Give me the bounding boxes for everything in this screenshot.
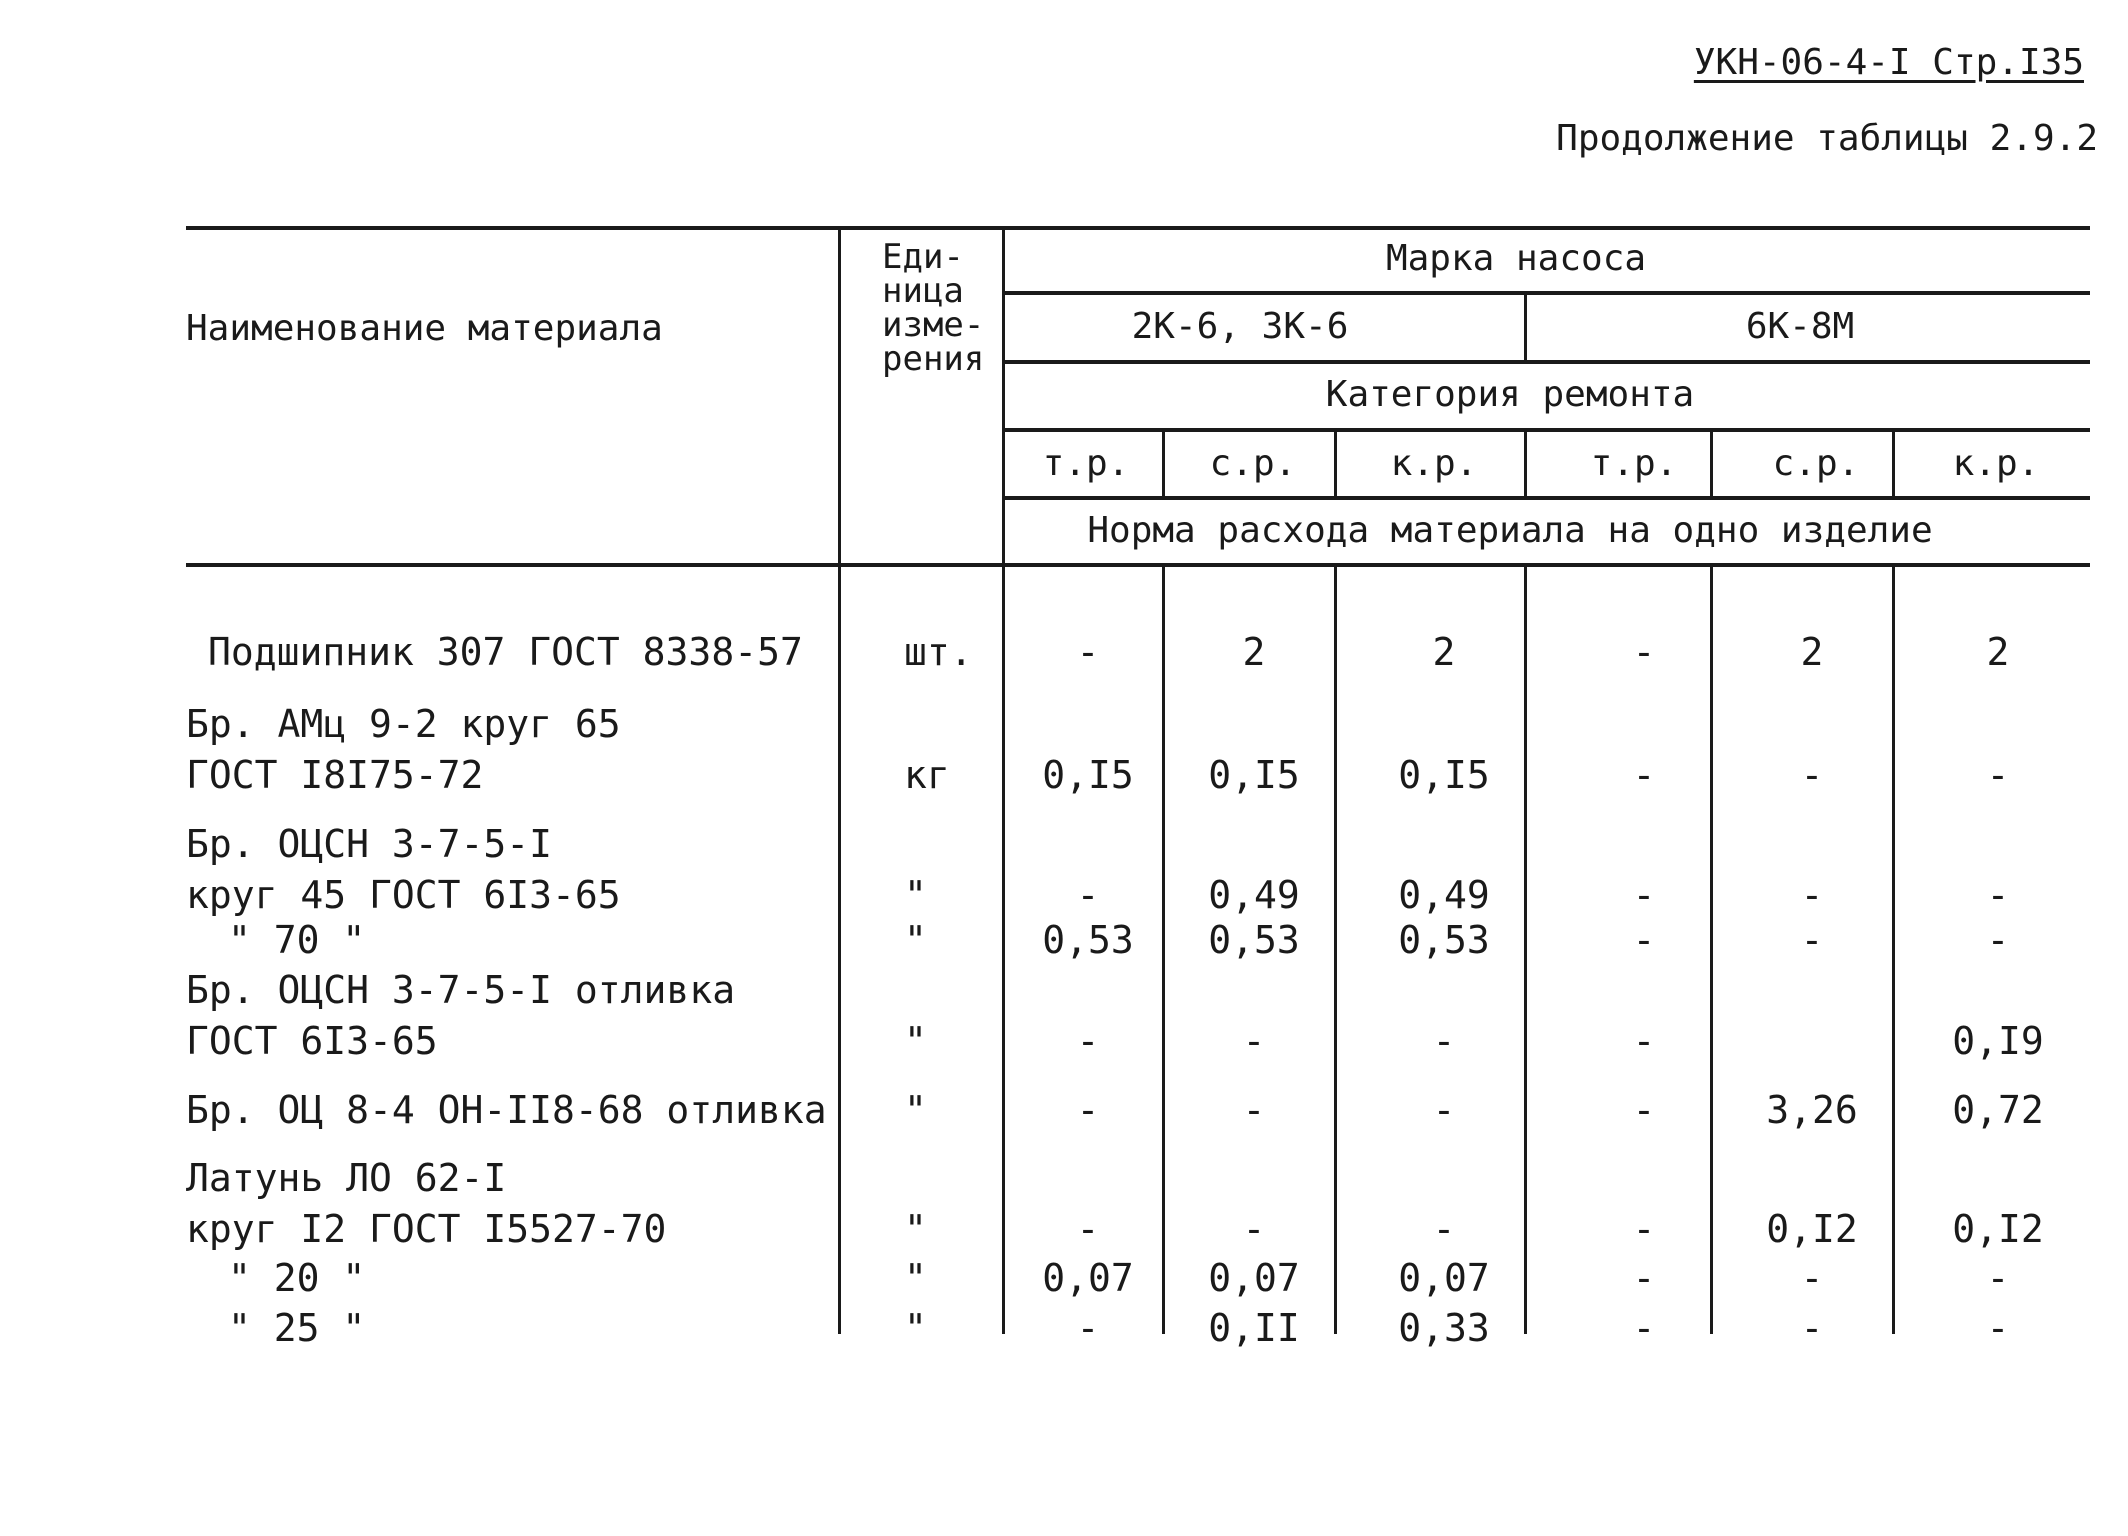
norm-value-cell: 0,07 xyxy=(1042,1256,1134,1300)
unit-cell: " xyxy=(904,1207,927,1251)
table-top-border xyxy=(186,226,2090,230)
norm-value-cell: 0,I9 xyxy=(1952,1019,2044,1063)
norm-value-cell: - xyxy=(1800,1256,1824,1300)
norm-value-cell: - xyxy=(1242,1019,1266,1063)
col-divider-rt1-h xyxy=(1162,430,1165,498)
material-name-line: круг 45 ГОСТ 6I3-65 xyxy=(186,873,621,917)
norm-value-cell: 3,26 xyxy=(1766,1088,1858,1132)
norm-value-cell: 0,53 xyxy=(1208,918,1300,962)
col-divider-rt3-h xyxy=(1524,430,1527,498)
norm-header: Норма расхода материала на одно изделие xyxy=(1087,510,1933,551)
table-continuation-label: Продолжение таблицы 2.9.2 xyxy=(1556,118,2098,159)
material-name-line: Подшипник 307 ГОСТ 8338-57 xyxy=(208,630,803,674)
group-divider xyxy=(1004,360,2090,364)
norm-value-cell: 0,I2 xyxy=(1766,1207,1858,1251)
material-name-line: Бр. ОЦСН 3-7-5-I xyxy=(186,822,553,866)
norm-value-cell: - xyxy=(1632,630,1656,674)
col-divider-rt1 xyxy=(1162,565,1165,1334)
norm-value-cell: - xyxy=(1632,873,1656,917)
norm-value-cell: 0,I5 xyxy=(1208,753,1300,797)
norm-value-cell: - xyxy=(1242,1088,1266,1132)
norm-value-cell: 0,I2 xyxy=(1952,1207,2044,1251)
header-bottom-border xyxy=(186,563,2090,567)
norm-value-cell: - xyxy=(1076,1207,1100,1251)
norm-value-cell: - xyxy=(1986,918,2010,962)
unit-cell: кг xyxy=(904,753,950,797)
unit-cell: " xyxy=(904,1088,927,1132)
norm-value-cell: 0,49 xyxy=(1398,873,1490,917)
norm-value-cell: - xyxy=(1432,1207,1456,1251)
col-divider-unit xyxy=(1002,226,1005,1334)
norm-value-cell: 0,53 xyxy=(1398,918,1490,962)
col-divider-rt4 xyxy=(1710,565,1713,1334)
material-name-line: Бр. ОЦ 8-4 ОН-II8-68 отливка xyxy=(186,1088,827,1132)
repair-type-header: к.р. xyxy=(1952,443,2040,484)
norm-value-cell: - xyxy=(1800,873,1824,917)
norm-value-cell: 2 xyxy=(1986,630,2010,674)
norm-value-cell: 0,07 xyxy=(1398,1256,1490,1300)
col-divider-rt4-h xyxy=(1710,430,1713,498)
material-name-line: " 25 " xyxy=(228,1306,366,1350)
norm-value-cell: - xyxy=(1076,1306,1100,1350)
repair-type-header: с.р. xyxy=(1772,443,1860,484)
document-code: УКН-06-4-I Стр.I35 xyxy=(1693,42,2084,83)
pump-group-header: 6К-8М xyxy=(1745,306,1855,347)
repair-type-header: т.р. xyxy=(1590,443,1678,484)
unit-header-line: рения xyxy=(882,339,985,379)
material-name-line: ГОСТ I8I75-72 xyxy=(186,753,484,797)
col-divider-group xyxy=(1524,292,1527,362)
material-name-line: Бр. ОЦСН 3-7-5-I отливка xyxy=(186,968,736,1012)
norm-value-cell: 0,II xyxy=(1208,1306,1300,1350)
unit-header xyxy=(882,237,985,379)
unit-cell: " xyxy=(904,873,927,917)
brand-divider xyxy=(1004,291,2090,295)
material-name-line: круг I2 ГОСТ I5527-70 xyxy=(186,1207,667,1251)
norm-value-cell: - xyxy=(1800,918,1824,962)
norm-value-cell: - xyxy=(1632,1207,1656,1251)
norm-value-cell: - xyxy=(1986,1306,2010,1350)
material-name-line: ГОСТ 6I3-65 xyxy=(186,1019,438,1063)
norm-value-cell: - xyxy=(1800,1306,1824,1350)
norm-value-cell: - xyxy=(1632,918,1656,962)
norm-value-cell: - xyxy=(1076,1088,1100,1132)
unit-header-line: Еди- xyxy=(882,237,964,277)
material-name-line: " 70 " xyxy=(228,918,366,962)
unit-cell: шт. xyxy=(904,630,973,674)
col-divider-rt3 xyxy=(1524,565,1527,1334)
repair-type-divider xyxy=(1004,496,2090,500)
material-name-line: Латунь ЛО 62-I xyxy=(186,1156,507,1200)
norm-value-cell: 0,07 xyxy=(1208,1256,1300,1300)
repair-category-header: Категория ремонта xyxy=(1325,374,1695,415)
pump-group-header: 2К-6, 3К-6 xyxy=(1131,306,1349,347)
repair-type-header: т.р. xyxy=(1042,443,1130,484)
unit-cell: " xyxy=(904,918,927,962)
norm-value-cell: 2 xyxy=(1800,630,1824,674)
norm-value-cell: - xyxy=(1632,1306,1656,1350)
category-divider xyxy=(1004,428,2090,432)
col-divider-rt2-h xyxy=(1334,430,1337,498)
norm-value-cell: 2 xyxy=(1242,630,1266,674)
norm-value-cell: - xyxy=(1076,1019,1100,1063)
norm-value-cell: 0,49 xyxy=(1208,873,1300,917)
unit-header-line: ница xyxy=(882,271,964,311)
norm-value-cell: - xyxy=(1632,1256,1656,1300)
norm-value-cell: - xyxy=(1076,630,1100,674)
norm-value-cell: 0,33 xyxy=(1398,1306,1490,1350)
norm-value-cell: 0,I5 xyxy=(1398,753,1490,797)
norm-value-cell: - xyxy=(1632,1088,1656,1132)
repair-type-header: к.р. xyxy=(1390,443,1478,484)
norm-value-cell: 0,72 xyxy=(1952,1088,2044,1132)
norm-value-cell: - xyxy=(1242,1207,1266,1251)
norm-value-cell: - xyxy=(1632,753,1656,797)
col-divider-name xyxy=(838,226,841,1334)
norm-value-cell: 2 xyxy=(1432,630,1456,674)
norm-value-cell: 0,I5 xyxy=(1042,753,1134,797)
unit-cell: " xyxy=(904,1019,927,1063)
repair-type-header: с.р. xyxy=(1209,443,1297,484)
material-name-line: " 20 " xyxy=(228,1256,366,1300)
norm-value-cell: 0,53 xyxy=(1042,918,1134,962)
norm-value-cell: - xyxy=(1076,873,1100,917)
unit-cell: " xyxy=(904,1306,927,1350)
col-divider-rt5-h xyxy=(1892,430,1895,498)
norm-value-cell: - xyxy=(1986,1256,2010,1300)
col-divider-rt5 xyxy=(1892,565,1895,1334)
norm-value-cell: - xyxy=(1632,1019,1656,1063)
norm-value-cell: - xyxy=(1986,753,2010,797)
pump-brand-header: Марка насоса xyxy=(1385,238,1647,279)
norm-value-cell: - xyxy=(1986,873,2010,917)
norm-value-cell: - xyxy=(1432,1019,1456,1063)
norm-value-cell: - xyxy=(1800,753,1824,797)
unit-cell: " xyxy=(904,1256,927,1300)
material-name-header: Наименование материала xyxy=(186,308,663,349)
norm-value-cell: - xyxy=(1432,1088,1456,1132)
material-name-line: Бр. АМц 9-2 круг 65 xyxy=(186,702,621,746)
unit-header-line: изме- xyxy=(882,305,985,345)
col-divider-rt2 xyxy=(1334,565,1337,1334)
